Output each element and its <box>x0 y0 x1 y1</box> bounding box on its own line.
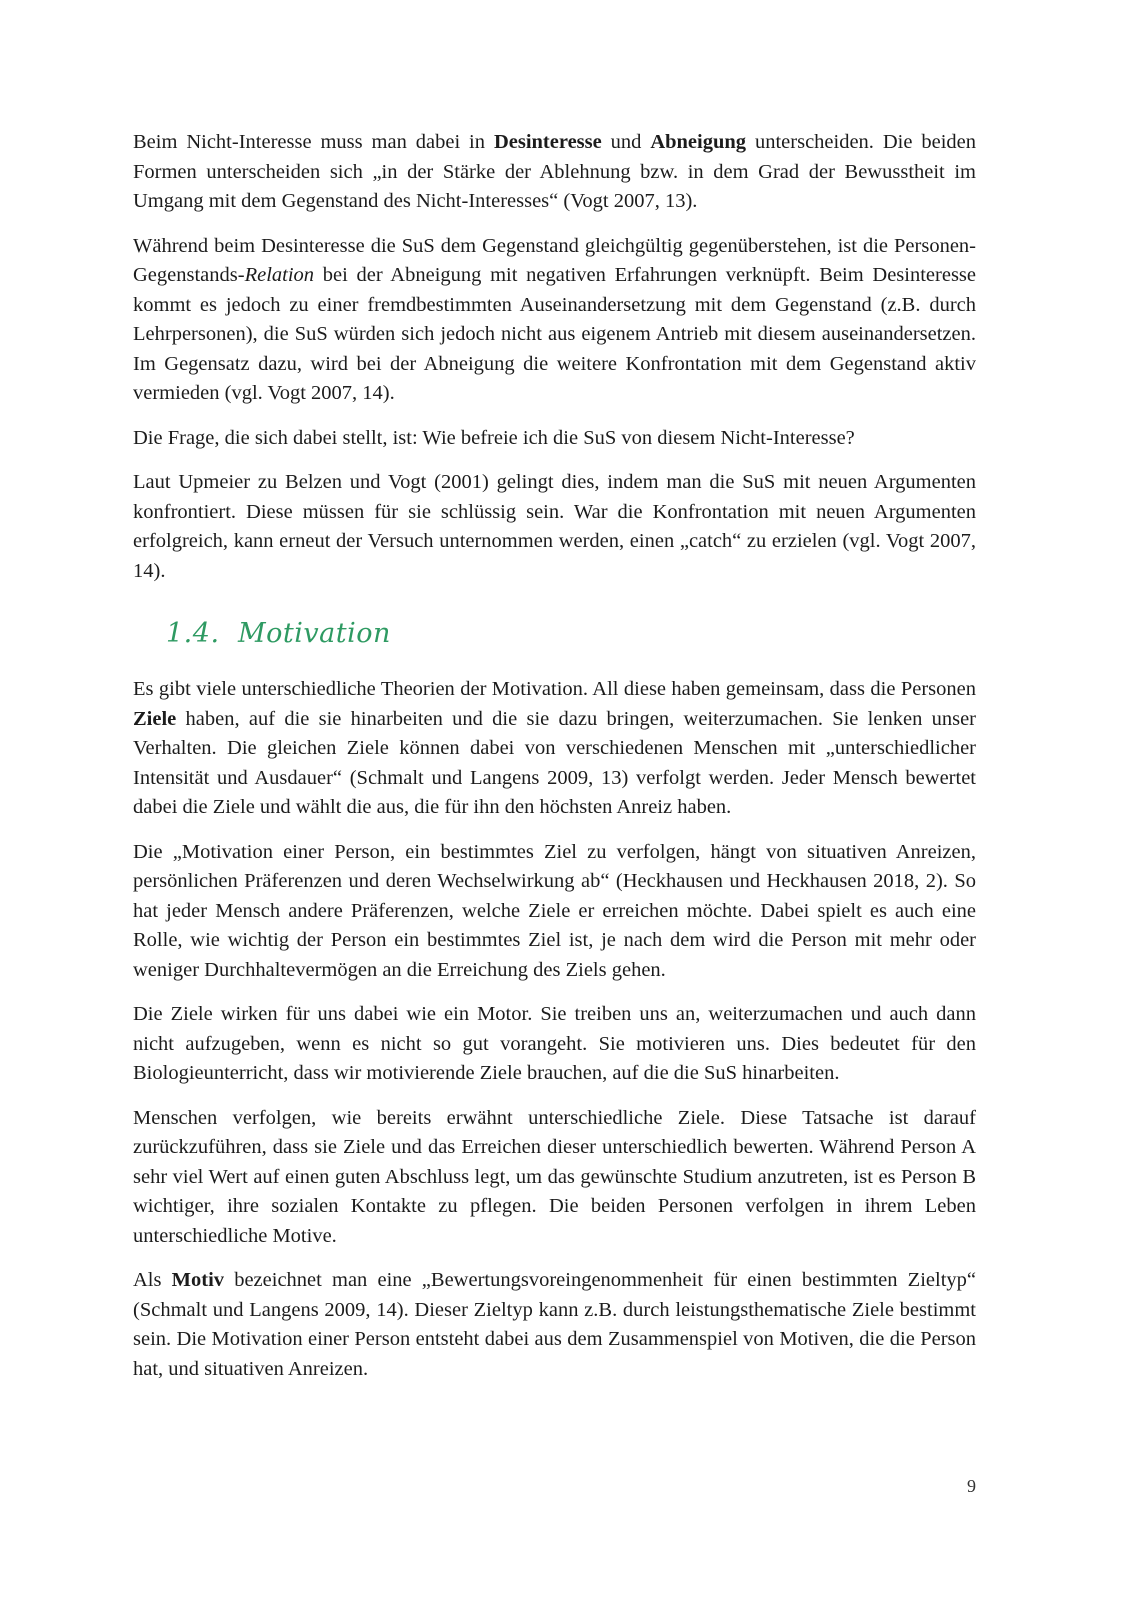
text-run: Motiv <box>171 1269 225 1291</box>
text-run: Die „Motivation einer Person, ein bestimmtes Ziel zu verfolgen, hängt von situativen Anreizen, persönlichen Präferenzen und deren Wechselwirkung ab“ (Heckhausen und Heckhausen 2018, 2). So hat jeder Mensch andere Präferenzen, welche Ziele er erreichen möchte. Dabei spielt es auch eine Rolle, wie wichtig der Person ein bestimmtes Ziel ist, je nach dem wird die Person mit mehr oder weniger Durchhaltevermögen an die Erreichung des Ziels gehen. <box>133 840 976 981</box>
text-run: Laut Upmeier zu Belzen und Vogt (2001) gelingt dies, indem man die SuS mit neuen Argumenten konfrontiert. Diese müssen für sie schlüssig sein. War die Konfrontation mit neuen Argumenten erfolgreich, kann erneut der Versuch unternommen werden, einen „catch“ zu erzielen (vgl. Vogt 2007, 14). <box>133 471 976 582</box>
text-run: Während beim Desinteresse die SuS dem Gegenstand gleichgültig gegenüberstehen, ist die Personen-Gegenstands- <box>133 234 976 286</box>
paragraph <box>133 1266 976 1384</box>
text-run: bezeichnet man eine „Bewertungsvoreingenommenheit für einen bestimmten Zieltyp“ (Schmalt und Langens 2009, 14). Dieser Zieltyp kann z.B. durch leistungsthematische Ziele bestimmt sein. Die Motivation einer Person entsteht dabei aus dem Zusammenspiel von Motiven, die die Person hat, und situativen Anreizen. <box>133 1269 976 1380</box>
section-number: 1.4. <box>166 618 220 649</box>
text-run: Menschen verfolgen, wie bereits erwähnt unterschiedliche Ziele. Diese Tatsache ist darauf zurückzuführen, dass sie Ziele und das Erreichen dieser unterschiedlich bewerten. Während Person A sehr viel Wert auf einen guten Abschluss legt, um das gewünschte Studium anzutreten, ist es Person B wichtiger, ihre sozialen Kontakte zu pflegen. Die beiden Personen verfolgen in ihrem Leben unterschiedliche Motive. <box>133 1106 976 1247</box>
text-run: bei der Abneigung mit negativen Erfahrungen verknüpft. Beim Desinteresse kommt es jedoch zu einer fremdbestimmten Auseinandersetzung mit dem Gegenstand (z.B. durch Lehrpersonen), die SuS würden sich jedoch nicht aus eigenem Antrieb mit diesem auseinandersetzen. Im Gegensatz dazu, wird bei der Abneigung die weitere Konfrontation mit dem Gegenstand aktiv vermieden (vgl. Vogt 2007, 14). <box>133 264 976 404</box>
text-run: Desinteresse <box>493 131 602 153</box>
text-run: Die Frage, die sich dabei stellt, ist: Wie befreie ich die SuS von diesem Nicht-Interesse? <box>133 426 855 449</box>
paragraph <box>133 838 976 986</box>
paragraph <box>133 675 976 823</box>
text-run: Relation <box>244 264 315 286</box>
paragraph <box>133 128 976 217</box>
paragraph <box>133 468 976 586</box>
paragraph <box>133 232 976 409</box>
text-run: Ziele <box>133 707 177 730</box>
text-run: Die Ziele wirken für uns dabei wie ein Motor. Sie treiben uns an, weiterzumachen und auch dann nicht aufzugeben, wenn es nicht so gut vorangeht. Sie motivieren uns. Dies bedeutet für den Biologieunterricht, dass wir motivierende Ziele brauchen, auf die die SuS hinarbeiten. <box>133 1003 976 1084</box>
text-run: Als <box>133 1269 172 1291</box>
paragraph <box>133 1104 976 1252</box>
section-title: Motivation <box>238 618 391 649</box>
text-run: unterscheiden. Die beiden Formen unterscheiden sich „in der Stärke der Ablehnung bzw. in dem Grad der Bewusstheit im Umgang mit dem Gegenstand des Nicht-Interesses“ (Vogt 2007, 13). <box>133 131 977 212</box>
text-run: haben, auf die sie hinarbeiten und die sie dazu bringen, weiterzumachen. Sie lenken unser Verhalten. Die gleichen Ziele können dabei von verschiedenen Menschen mit „unterschiedlicher Intensität und Ausdauer“ (Schmalt und Langens 2009, 13) verfolgt werden. Jeder Mensch bewertet dabei die Ziele und wählt die aus, die für ihn den höchsten Anreiz haben. <box>133 707 976 818</box>
text-run: Beim Nicht-Interesse muss man dabei in <box>133 131 494 153</box>
section-heading <box>133 618 976 649</box>
text-run: Es gibt viele unterschiedliche Theorien der Motivation. All diese haben gemeinsam, dass die Personen <box>133 678 976 700</box>
document-content <box>133 128 976 1399</box>
text-run: Abneigung <box>650 131 747 153</box>
paragraph <box>133 1000 976 1089</box>
text-run: und <box>601 131 651 153</box>
paragraph <box>133 424 976 454</box>
page-number: 9 <box>967 1476 976 1496</box>
